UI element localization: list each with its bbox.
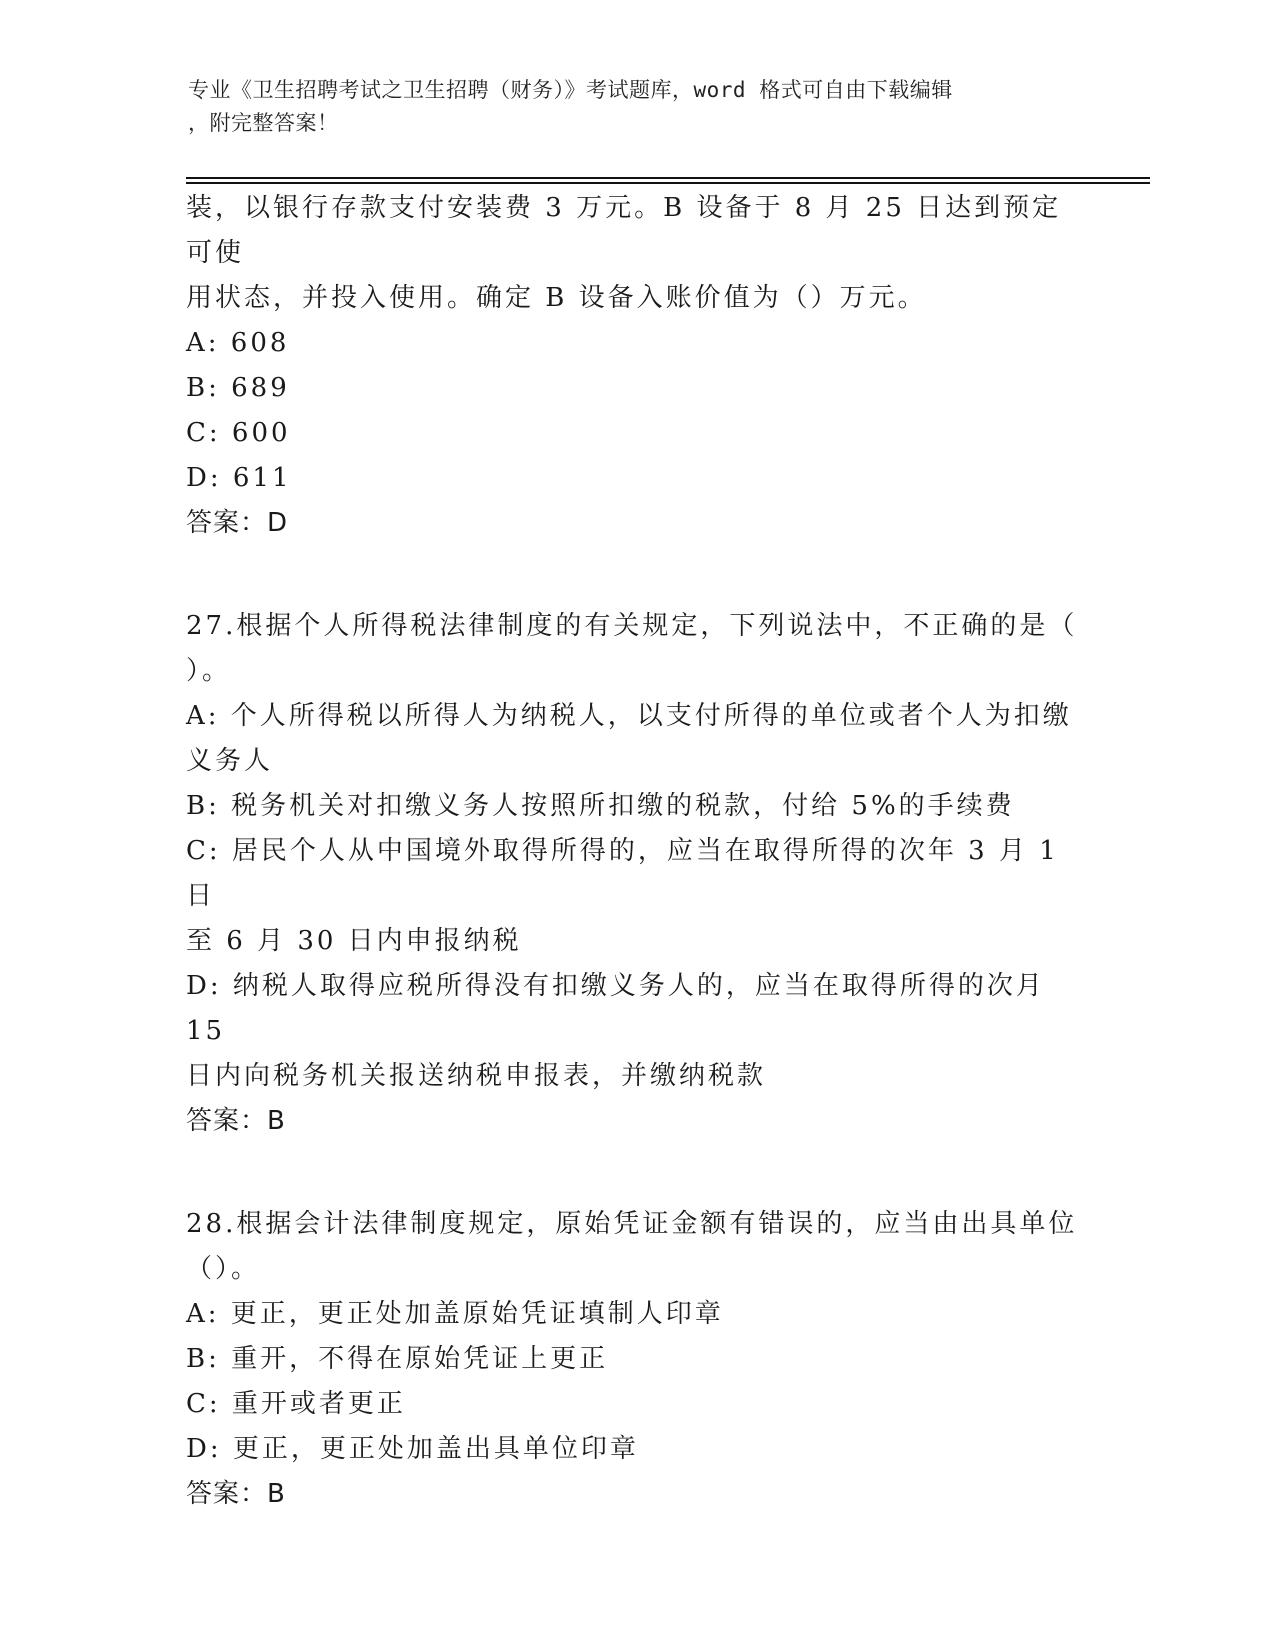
question-26-option-b: B: 689 bbox=[186, 373, 290, 403]
question-27 bbox=[186, 604, 1086, 1144]
question-28-option-b: B: 重开，不得在原始凭证上更正 bbox=[186, 1344, 609, 1374]
question-26 bbox=[186, 186, 1086, 546]
question-28-option-d: D: 更正，更正处加盖出具单位印章 bbox=[186, 1434, 639, 1464]
question-27-option-d-line-2: 日内向税务机关报送纳税申报表，并缴纳税款 bbox=[186, 1061, 767, 1091]
question-26-option-c: C: 600 bbox=[186, 418, 291, 448]
question-28 bbox=[186, 1202, 1086, 1517]
question-26-stem-line-2: 用状态，并投入使用。确定 B 设备入账价值为（）万元。 bbox=[186, 283, 927, 313]
header-divider-bottom bbox=[186, 182, 1150, 184]
header-line-1: 专业《卫生招聘考试之卫生招聘（财务）》考试题库，word 格式可自由下载编辑 bbox=[188, 78, 953, 102]
question-27-option-c-line-1: C: 居民个人从中国境外取得所得的，应当在取得所得的次年 3 月 1 日 bbox=[186, 836, 1059, 911]
question-content bbox=[186, 186, 1086, 1517]
question-27-stem-line-2: ）。 bbox=[186, 656, 232, 686]
question-27-option-c-line-2: 至 6 月 30 日内申报纳税 bbox=[186, 926, 522, 956]
question-27-stem-line-1: 27.根据个人所得税法律制度的有关规定，下列说法中，不正确的是（ bbox=[186, 611, 1078, 641]
spacer bbox=[186, 1144, 1086, 1202]
header-line-2: ，附完整答案！ bbox=[188, 111, 339, 135]
question-26-option-a: A: 608 bbox=[186, 328, 290, 358]
question-28-stem-line-2: （）。 bbox=[186, 1254, 261, 1284]
page-header bbox=[188, 74, 1068, 140]
question-27-answer: 答案：B bbox=[186, 1106, 286, 1136]
question-26-stem-line-1: 装，以银行存款支付安装费 3 万元。B 设备于 8 月 25 日达到预定可使 bbox=[186, 193, 1062, 268]
question-26-answer: 答案：D bbox=[186, 508, 289, 538]
question-27-option-b: B: 税务机关对扣缴义务人按照所扣缴的税款，付给 5%的手续费 bbox=[186, 791, 1015, 821]
question-27-option-a-line-1: A: 个人所得税以所得人为纳税人，以支付所得的单位或者个人为扣缴 bbox=[186, 701, 1072, 731]
spacer bbox=[186, 546, 1086, 604]
question-27-option-a-line-2: 义务人 bbox=[186, 746, 274, 776]
question-27-option-d-line-1: D: 纳税人取得应税所得没有扣缴义务人的，应当在取得所得的次月 15 bbox=[186, 971, 1045, 1046]
question-28-option-a: A: 更正，更正处加盖原始凭证填制人印章 bbox=[186, 1299, 724, 1329]
question-28-option-c: C: 重开或者更正 bbox=[186, 1389, 406, 1419]
question-26-option-d: D: 611 bbox=[186, 463, 292, 493]
question-28-answer: 答案：B bbox=[186, 1479, 286, 1509]
header-divider-top bbox=[186, 177, 1150, 179]
question-28-stem-line-1: 28.根据会计法律制度规定，原始凭证金额有错误的，应当由出具单位 bbox=[186, 1209, 1078, 1239]
